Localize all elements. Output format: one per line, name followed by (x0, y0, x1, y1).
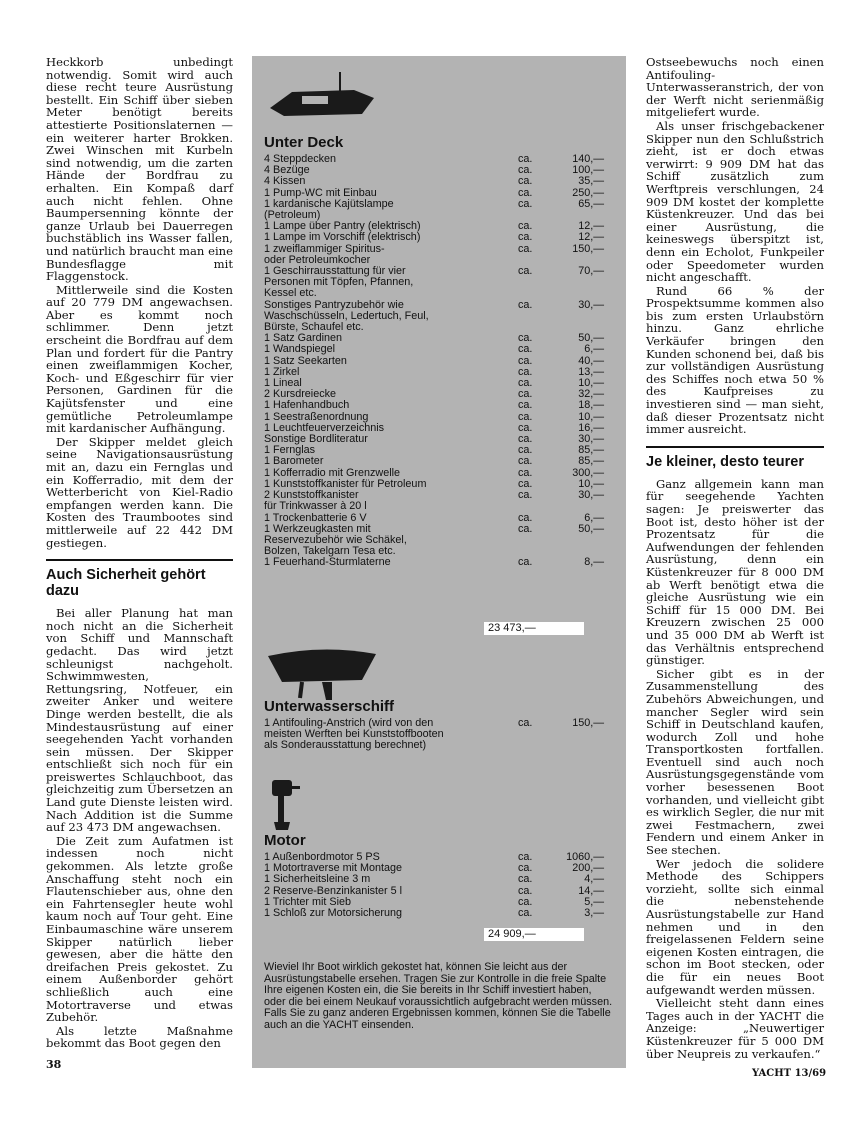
table-row (264, 456, 604, 467)
table-row (264, 344, 604, 355)
row-description: 1 Wandspiegel (264, 343, 336, 356)
row-approx: ca. (518, 421, 533, 434)
table-row (264, 524, 604, 558)
table-row (264, 874, 604, 885)
row-price: 200,— (572, 862, 604, 875)
row-description: 2 Reserve-Benzinkanister 5 l (264, 884, 403, 897)
row-price: 6,— (584, 343, 604, 356)
row-description: 1 Satz Seekarten (264, 354, 347, 367)
row-description: 1 Lampe im Vorschiff (elektrisch) (264, 231, 421, 244)
row-price: 70,— (578, 265, 604, 278)
row-price: 140,— (572, 153, 604, 165)
row-approx: ca. (518, 231, 533, 244)
table-row (264, 165, 604, 176)
equipment-table-panel (252, 56, 626, 1068)
row-description: 1 Zirkel (264, 365, 300, 378)
row-approx: ca. (518, 399, 533, 412)
unterwasserschiff-rows (264, 718, 604, 752)
section-heading: Auch Sicherheit gehört dazu (46, 559, 233, 599)
row-approx: ca. (518, 186, 533, 199)
row-price: 4,— (584, 873, 604, 886)
row-approx: ca. (518, 410, 533, 423)
row-approx: ca. (518, 377, 533, 390)
row-price: 85,— (578, 444, 604, 457)
row-price: 30,— (578, 298, 604, 311)
row-description: 1 Antifouling-Anstrich (wird von den meisten Werften bei Kunststoffbooten als Sonderausstattung berechnet) (264, 717, 444, 752)
row-approx: ca. (518, 298, 533, 311)
row-approx: ca. (518, 884, 533, 897)
paragraph: Heckkorb unbedingt notwendig. Somit wird auch diese recht teure Ausrüstung bestellt. Ein Schiff über sieben Meter benötigt bereits attestierte Positionslaternen — ein weiterer harter Brokken. Zwei Winschen mit Kurbeln sind notwendig, um die zarten Hände der Bordfrau zu erhalten. Ein Kompaß darf auch nicht fehlen. Ohne Baumpersenning könnte der ganze Urlaub bei Dauerregen buchstäblich ins Wasser fallen, und natürlich braucht man eine Bundesflagge mit Flaggenstock. (46, 55, 233, 284)
table-row (264, 490, 604, 512)
row-description: 1 Trockenbatterie 6 V (264, 511, 367, 524)
table-row (264, 232, 604, 243)
table-row (264, 356, 604, 367)
section-title-motor: Motor (264, 832, 306, 849)
row-description: 1 Lineal (264, 377, 302, 390)
table-row (264, 367, 604, 378)
row-approx: ca. (518, 388, 533, 401)
row-price: 30,— (578, 489, 604, 502)
row-description: 1 Kunststoffkanister für Petroleum (264, 477, 427, 490)
paragraph: Der Skipper meldet gleich seine Navigationsausrüstung mit an, dazu ein Fernglas und ein Kofferradio, mit dem der Wetterbericht von Kiel-Radio empfangen werden kann. Die Kosten des Traumbootes sind mittlerweile auf 22 442 DM gestiegen. (46, 434, 233, 550)
row-approx: ca. (518, 332, 533, 345)
section-title-unterwasserschiff: Unterwasserschiff (264, 698, 395, 715)
paragraph: Wer jedoch die solidere Methode des Schippers vorzieht, sollte sich einmal die nebenstehende Ausrüstungstabelle zur Hand nehmen und in den freigelassenen Feldern seine eigenen Kosten eintragen, die schon im Boot stecken, oder die für ein neues Boot aufgewandt werden müssen. (646, 856, 824, 997)
row-price: 100,— (572, 164, 604, 177)
unter-deck-rows (264, 154, 604, 569)
row-approx: ca. (518, 365, 533, 378)
subtotal-unter-deck: 23 473,— (484, 622, 584, 635)
row-price: 10,— (578, 477, 604, 490)
row-price: 6,— (584, 511, 604, 524)
grand-total: 24 909,— (484, 928, 584, 941)
row-price: 18,— (578, 399, 604, 412)
row-approx: ca. (518, 511, 533, 524)
table-note: Wieviel Ihr Boot wirklich gekostet hat, können Sie leicht aus der Ausrüstungstabelle ersehen. Tragen Sie zur Kontrolle in die freie Spalte Ihre eigenen Kosten ein, die Sie bereits in Ihr Schiff investiert haben, oder die bei einem Neukauf voraussichtlich aufgebracht werden müssen. Falls Sie zu ganz anderen Ergebnissen kommen, können Sie die Tabelle auch an die YACHT einsenden. (264, 961, 613, 1031)
row-price: 5,— (584, 895, 604, 908)
row-price: 65,— (578, 197, 604, 210)
journal-issue: YACHT 13/69 (752, 1068, 827, 1079)
row-price: 300,— (572, 466, 604, 479)
row-approx: ca. (518, 242, 533, 255)
right-column (646, 56, 824, 1061)
row-approx: ca. (518, 220, 533, 233)
row-description: 2 Kursdreiecke (264, 388, 337, 401)
page-number: 38 (46, 1058, 62, 1071)
row-approx: ca. (518, 265, 533, 278)
row-price: 13,— (578, 365, 604, 378)
row-price: 35,— (578, 175, 604, 188)
paragraph: Sicher gibt es in der Zusammenstellung des Zubehörs Abweichungen, und mancher Segler wird sein Schiff in Deutschland kaufen, wodurch Zoll und hohe Transportkosten fortfallen. Eventuell sind auch noch Ausrüstungsgegenstände vom vorher besessenen Boot vorhanden, und vielleicht gibt es wirklich Segler, die nur mit zwei Festmachern, zwei Fendern und einem Anker in See stechen. (646, 666, 824, 858)
row-description: 1 Barometer (264, 455, 324, 468)
row-description: Sonstiges Pantryzubehör wie Waschschüsseln, Ledertuch, Feul, Bürste, Schaufel etc. (264, 298, 429, 334)
row-approx: ca. (518, 522, 533, 535)
row-price: 150,— (572, 242, 604, 255)
row-approx: ca. (518, 354, 533, 367)
row-approx: ca. (518, 489, 533, 502)
row-price: 50,— (578, 522, 604, 535)
row-description: 1 Außenbordmotor 5 PS (264, 851, 380, 863)
row-approx: ca. (518, 433, 533, 446)
table-row (264, 718, 604, 752)
row-description: 2 Kunststoffkanister für Trinkwasser à 20 l (264, 489, 367, 513)
row-description: 1 Seestraßenordnung (264, 410, 369, 423)
paragraph: Rund 66 % der Prospektsumme kommen also bis zum ersten Urlaubstörn hinzu. Ganz ehrliche Verkäufer bringen den Kunden schonend bei, daß bis zur vollständigen Ausrüstung des Schiffes noch etwa 50 % des Kaufpreises zu investieren sind — man sieht, daß dieser Prozentsatz nicht immer ausreicht. (646, 283, 824, 437)
row-approx: ca. (518, 444, 533, 457)
row-approx: ca. (518, 455, 533, 468)
row-description: 1 Feuerhand-Sturmlaterne (264, 556, 391, 569)
paragraph: Mittlerweile sind die Kosten auf 20 779 DM angewachsen. Aber es kommt noch schlimmer. Denn jetzt erscheint die Bordfrau auf dem Plan und fordert für die Pantry einen zweiflammigen Kocher, Koch- und Eßgeschirr für vier Personen, Gardinen für die Kajütsfenster und eine gemütliche Petroleumlampe mit kardanischer Aufhängung. (46, 282, 233, 436)
row-approx: ca. (518, 164, 533, 177)
row-price: 1060,— (566, 851, 604, 863)
row-approx: ca. (518, 895, 533, 908)
row-description: 1 zweiflammiger Spiritus- oder Petroleumkocher (264, 242, 385, 266)
table-row (264, 434, 604, 445)
left-column (46, 56, 233, 1051)
row-approx: ca. (518, 477, 533, 490)
row-description: 1 Fernglas (264, 444, 316, 457)
row-approx: ca. (518, 556, 533, 569)
table-row (264, 266, 604, 300)
row-price: 40,— (578, 354, 604, 367)
paragraph: Als letzte Maßnahme bekommt das Boot gegen den (46, 1023, 233, 1051)
row-price: 30,— (578, 433, 604, 446)
row-approx: ca. (518, 466, 533, 479)
row-description: 1 Geschirrausstattung für vier Personen mit Töpfen, Pfannen, Kessel etc. (264, 265, 414, 300)
row-description: 1 Hafenhandbuch (264, 399, 350, 412)
row-description: 1 Kofferradio mit Grenzwelle (264, 466, 401, 479)
table-row (264, 199, 604, 221)
row-approx: ca. (518, 851, 533, 863)
table-row (264, 300, 604, 334)
row-description: 1 Schloß zur Motorsicherung (264, 907, 403, 920)
row-approx: ca. (518, 343, 533, 356)
row-price: 50,— (578, 332, 604, 345)
table-row (264, 557, 604, 568)
row-price: 32,— (578, 388, 604, 401)
row-price: 12,— (578, 220, 604, 233)
row-approx: ca. (518, 175, 533, 188)
paragraph: Vielleicht steht dann eines Tages auch in der YACHT die Anzeige: „Neuwertiger Küstenkreuzer für 5 000 DM über Neupreis zu verkaufen.“ (646, 996, 824, 1061)
row-description: 4 Kissen (264, 175, 306, 188)
table-row (264, 244, 604, 266)
table-row (264, 176, 604, 187)
row-approx: ca. (518, 197, 533, 210)
table-row (264, 400, 604, 411)
row-price: 8,— (584, 556, 604, 569)
table-row (264, 154, 604, 165)
row-description: 4 Steppdecken (264, 153, 337, 165)
section-title-unter-deck: Unter Deck (264, 134, 344, 151)
motor-rows (264, 852, 604, 919)
row-description: 1 Motortraverse mit Montage (264, 862, 403, 875)
row-description: 1 Pump-WC mit Einbau (264, 186, 377, 199)
row-description: 1 Sicherheitsleine 3 m (264, 873, 371, 886)
row-description: 4 Bezüge (264, 164, 310, 177)
section-heading: Je kleiner, desto teurer (646, 446, 824, 470)
paragraph: Die Zeit zum Aufatmen ist indessen noch nicht gekommen. Als letzte große Anschaffung steht noch ein Flautenschieber aus, ohne den ein Fahrtensegler heute wohl kaum noch auf Tour geht. Eine Einbaumaschine wäre unserem Skipper natürlich lieber gewesen, aber die hätte den dreifachen Preis gekostet. Zu einem Außenborder gehört schließlich auch eine Motortraverse und etwas Zubehör. (46, 833, 233, 1025)
row-description: 1 Satz Gardinen (264, 332, 343, 345)
row-price: 10,— (578, 410, 604, 423)
row-description: 1 Werkzeugkasten mit Reservezubehör wie Schäkel, Bolzen, Takelgarn Tesa etc. (264, 522, 407, 558)
row-approx: ca. (518, 862, 533, 875)
row-description: Sonstige Bordliteratur (264, 433, 368, 446)
row-approx: ca. (518, 717, 533, 729)
row-price: 14,— (578, 884, 604, 897)
row-approx: ca. (518, 153, 533, 165)
row-price: 10,— (578, 377, 604, 390)
row-price: 12,— (578, 231, 604, 244)
row-price: 85,— (578, 455, 604, 468)
paragraph: Bei aller Planung hat man noch nicht an die Sicherheit von Schiff und Mannschaft gedacht. Das wird jetzt schleunigst nachgeholt. Schwimmwesten, Rettungsring, Notfeuer, ein zweiter Anker und weitere Dinge werden bestellt, die als Mindestausrüstung auf einer seegehenden Yacht vorhanden sein müssen. Der Skipper entschließt sich noch für ein preiswertes Schlauchboot, das gleichzeitig zum Übersetzen an Land gute Dienste leisten wird. Nach Addition ist die Summe auf 23 473 DM angewachsen. (46, 606, 233, 835)
row-description: 1 kardanische Kajütslampe (Petroleum) (264, 197, 394, 222)
row-price: 16,— (578, 421, 604, 434)
row-price: 150,— (572, 717, 604, 729)
row-price: 250,— (572, 186, 604, 199)
paragraph: Als unser frischgebackener Skipper nun den Schlußstrich zieht, ist er doch etwas verwirrt: 9 909 DM hat das Schiff zusätzlich zum Werftpreis verschlungen, 24 909 DM kostet der komplette Küstenkreuzer. Und das bei einer Ausrüstung, die keineswegs überspitzt ist, denn ein Echolot, Funkpeiler oder Speedometer wurden nicht angeschafft. (646, 118, 824, 285)
row-description: 1 Leuchtfeuerverzeichnis (264, 421, 385, 434)
row-price: 3,— (584, 907, 604, 920)
row-description: 1 Trichter mit Sieb (264, 895, 352, 908)
paragraph: Ganz allgemein kann man für seegehende Yachten sagen: Je preiswerter das Boot ist, desto höher ist der Prozentsatz für die Aufwendungen der fehlenden Ausrüstung, denn ein Küstenkreuzer für 8 000 DM ab Werft benötigt etwa die gleiche Ausrüstung wie ein Schiff für 15 000 DM. Bei Kreuzern zwischen 25 000 und 35 000 DM ab Werft ist das Verhältnis entsprechend günstiger. (646, 476, 824, 668)
paragraph: Ostseebewuchs noch einen Antifouling-Unterwasseranstrich, der von der Werft nicht serienmäßig mitgeliefert wurde. (646, 55, 824, 120)
table-row (264, 908, 604, 919)
row-description: 1 Lampe über Pantry (elektrisch) (264, 220, 421, 233)
hull-icon (262, 642, 382, 702)
row-approx: ca. (518, 907, 533, 920)
row-approx: ca. (518, 873, 533, 886)
boat-cabin-icon (262, 68, 382, 126)
outboard-motor-icon (264, 778, 304, 834)
